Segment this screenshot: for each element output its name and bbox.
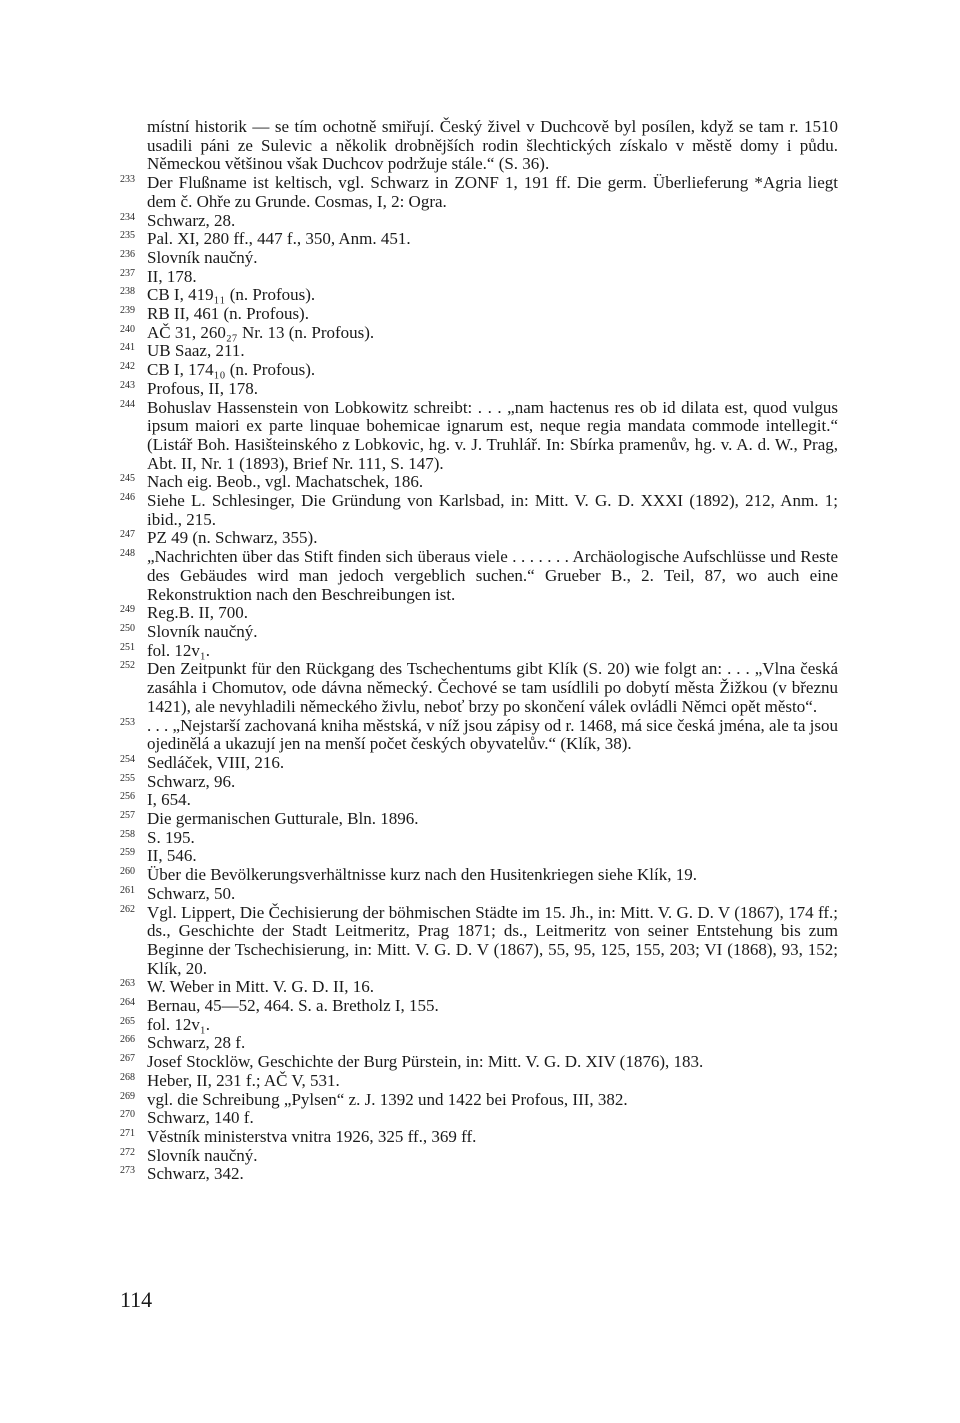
footnotes-section bbox=[120, 118, 838, 1184]
footnote bbox=[120, 1147, 838, 1166]
footnote bbox=[120, 1091, 838, 1110]
footnote-number: 265 bbox=[120, 1015, 135, 1027]
footnote bbox=[120, 810, 838, 829]
footnote-text: Slovník naučný. bbox=[147, 621, 258, 641]
footnote-text: CB I, 174₁₀ (n. Profous). bbox=[147, 360, 316, 380]
continued-footnote-text: místní historik — se tím ochotně smiřují. Český živel v Duchcově byl posílen, když se tam r. 1510 usadili páni ze Sulevic a několik drobnějších rodin šlechtických získalo v městě domy i půdu. Německou většinou však Duchcov podržuje stále.“ (S. 36). bbox=[147, 117, 838, 174]
footnote-number: 241 bbox=[120, 342, 135, 354]
footnote-text: Den Zeitpunkt für den Rückgang des Tschechentums gibt Klík (S. 20) wie folgt an: . . . „Vlna česká zasáhla i Chomutov, ode dávna německý. Čechové se tam usídlili po dobytí města Žižkou (v březnu 1421), ale nevyhladili německého živlu, neboť brzy po skončení válek ovládli Němci opět město“. bbox=[147, 659, 838, 716]
footnote-number: 236 bbox=[120, 248, 135, 260]
footnote bbox=[120, 1072, 838, 1091]
footnote-number: 255 bbox=[120, 772, 135, 784]
footnote-number: 249 bbox=[120, 604, 135, 616]
footnote-number: 238 bbox=[120, 286, 135, 298]
footnote-text: Pal. XI, 280 ff., 447 f., 350, Anm. 451. bbox=[147, 229, 411, 249]
footnote bbox=[120, 342, 838, 361]
footnote bbox=[120, 268, 838, 287]
footnote-number: 258 bbox=[120, 828, 135, 840]
footnote bbox=[120, 1034, 838, 1053]
footnote-text: II, 178. bbox=[147, 266, 197, 286]
footnote-text: Schwarz, 342. bbox=[147, 1164, 244, 1184]
footnote-number: 270 bbox=[120, 1109, 135, 1121]
footnote bbox=[120, 1109, 838, 1128]
footnote-text: Schwarz, 96. bbox=[147, 771, 236, 791]
footnote bbox=[120, 847, 838, 866]
footnote-number: 268 bbox=[120, 1071, 135, 1083]
footnote-number: 273 bbox=[120, 1165, 135, 1177]
footnote-number: 266 bbox=[120, 1034, 135, 1046]
footnote bbox=[120, 904, 838, 979]
footnote bbox=[120, 399, 838, 474]
footnote-text: Schwarz, 28. bbox=[147, 210, 236, 230]
footnote-number: 262 bbox=[120, 903, 135, 915]
footnote-number: 259 bbox=[120, 847, 135, 859]
footnote bbox=[120, 230, 838, 249]
footnote-text: Bohuslav Hassenstein von Lobkowitz schreibt: . . . „nam hactenus res ob id dilata est, quod vulgus ipsum maiori ex parte linquae bohemicae ignarum est, neque regia mandata commode intellegit.“ (Listář Boh. Hasišteinského z Lobkovic, hg. v. J. Truhlář. In: Sbírka pramenův, hg. v. A. d. W., Prag, Abt. II, Nr. 1 (1893), Brief Nr. 111, S. 147). bbox=[147, 397, 838, 473]
footnote-text: Siehe L. Schlesinger, Die Gründung von Karlsbad, in: Mitt. V. G. D. XXXI (1892), 212, Anm. 1; ibid., 215. bbox=[147, 491, 838, 529]
footnote bbox=[120, 773, 838, 792]
footnote-text: CB I, 419₁₁ (n. Profous). bbox=[147, 285, 316, 305]
footnote-text: fol. 12v₁. bbox=[147, 640, 211, 660]
footnote-number: 243 bbox=[120, 379, 135, 391]
footnote-number: 261 bbox=[120, 884, 135, 896]
footnote-number: 242 bbox=[120, 361, 135, 373]
footnote bbox=[120, 623, 838, 642]
footnote bbox=[120, 380, 838, 399]
footnote-text: Bernau, 45—52, 464. S. a. Bretholz I, 155. bbox=[147, 996, 439, 1016]
footnote bbox=[120, 829, 838, 848]
footnote-number: 237 bbox=[120, 267, 135, 279]
footnote bbox=[120, 791, 838, 810]
footnote-text: vgl. die Schreibung „Pylsen“ z. J. 1392 und 1422 bei Profous, III, 382. bbox=[147, 1089, 628, 1109]
footnote-number: 253 bbox=[120, 716, 135, 728]
footnote-text: PZ 49 (n. Schwarz, 355). bbox=[147, 528, 318, 548]
footnote-number: 247 bbox=[120, 529, 135, 541]
footnote-text: Josef Stocklöw, Geschichte der Burg Pürstein, in: Mitt. V. G. D. XIV (1876), 183. bbox=[147, 1052, 704, 1072]
footnote-number: 263 bbox=[120, 978, 135, 990]
footnote-text: . . . „Nejstarší zachovaná kniha městská, v níž jsou zápisy od r. 1468, má sice česká jména, ale ta jsou ojedinělá a ukazují jen na menší počet českých obyvatelův.“ (Klík, 38). bbox=[147, 715, 838, 754]
footnote bbox=[120, 978, 838, 997]
footnote-number: 252 bbox=[120, 660, 135, 672]
footnote bbox=[120, 361, 838, 380]
footnote-number: 267 bbox=[120, 1053, 135, 1065]
footnote-text: Die germanischen Gutturale, Bln. 1896. bbox=[147, 809, 419, 829]
footnote-text: Heber, II, 231 f.; AČ V, 531. bbox=[147, 1070, 340, 1090]
footnote bbox=[120, 1128, 838, 1147]
footnote-text: UB Saaz, 211. bbox=[147, 341, 245, 361]
footnote-text: RB II, 461 (n. Profous). bbox=[147, 304, 309, 324]
footnote-text: Sedláček, VIII, 216. bbox=[147, 752, 285, 772]
footnote-text: Vgl. Lippert, Die Čechisierung der böhmischen Städte im 15. Jh., in: Mitt. V. G. D. V (1867), 174 ff.; ds., Geschichte der Stadt Leitmeritz, Prag 1871; ds., Leitmeritz von seiner Entstehung bis zum Beginne der Tschechisierung, in: Mitt. V. G. D. V (1867), 55, 95, 125, 155, 203; VI (1868), 93, 152; Klík, 20. bbox=[147, 902, 838, 978]
footnote bbox=[120, 174, 838, 211]
footnote bbox=[120, 754, 838, 773]
footnote-text: Über die Bevölkerungsverhältnisse kurz nach den Husitenkriegen siehe Klík, 19. bbox=[147, 865, 697, 885]
footnote-text: fol. 12v₁. bbox=[147, 1014, 211, 1034]
footnote-text: Der Flußname ist keltisch, vgl. Schwarz in ZONF 1, 191 ff. Die germ. Überlieferung *Agria liegt dem č. Ohře zu Grunde. Cosmas, I, 2: Ogra. bbox=[147, 173, 838, 211]
footnote-text: I, 654. bbox=[147, 790, 191, 810]
footnote-text: Reg.B. II, 700. bbox=[147, 603, 249, 623]
footnote-number: 257 bbox=[120, 810, 135, 822]
footnote-number: 272 bbox=[120, 1146, 135, 1158]
footnote-number: 269 bbox=[120, 1090, 135, 1102]
footnote-number: 240 bbox=[120, 323, 135, 335]
footnote-number: 251 bbox=[120, 641, 135, 653]
footnote bbox=[120, 717, 838, 754]
footnote-number: 239 bbox=[120, 305, 135, 317]
footnote bbox=[120, 1053, 838, 1072]
footnote-text: Slovník naučný. bbox=[147, 1145, 258, 1165]
footnote bbox=[120, 548, 838, 604]
footnote-text: Profous, II, 178. bbox=[147, 378, 258, 398]
footnote-number: 244 bbox=[120, 398, 135, 410]
footnote-number: 235 bbox=[120, 230, 135, 242]
footnote-text: Schwarz, 140 f. bbox=[147, 1108, 254, 1128]
footnote-text: II, 546. bbox=[147, 846, 197, 866]
footnote bbox=[120, 660, 838, 716]
footnote-text: „Nachrichten über das Stift finden sich überaus viele . . . . . . . Archäologische Aufschlüsse und Reste des Gebäudes wird man jedoch vergeblich suchen.“ Grueber B., 2. Teil, 87, wo auch eine Rekonstruktion nach den Beschreibungen ist. bbox=[147, 547, 838, 604]
footnote-number: 250 bbox=[120, 622, 135, 634]
footnote-number: 246 bbox=[120, 492, 135, 504]
footnote-number: 254 bbox=[120, 753, 135, 765]
footnote bbox=[120, 642, 838, 661]
footnote-number: 271 bbox=[120, 1127, 135, 1139]
footnote-text: S. 195. bbox=[147, 827, 195, 847]
footnote bbox=[120, 1165, 838, 1184]
footnote bbox=[120, 212, 838, 231]
footnote-text: Schwarz, 50. bbox=[147, 883, 236, 903]
footnote bbox=[120, 286, 838, 305]
footnote-text: Nach eig. Beob., vgl. Machatschek, 186. bbox=[147, 472, 424, 492]
footnote bbox=[120, 249, 838, 268]
footnote-text: W. Weber in Mitt. V. G. D. II, 16. bbox=[147, 977, 375, 997]
footnote bbox=[120, 866, 838, 885]
footnote-text: Schwarz, 28 f. bbox=[147, 1033, 246, 1053]
footnote bbox=[120, 1016, 838, 1035]
footnote bbox=[120, 305, 838, 324]
page-number: 114 bbox=[120, 1287, 153, 1312]
footnote-text: AČ 31, 260₂₇ Nr. 13 (n. Profous). bbox=[147, 322, 375, 342]
footnote-number: 245 bbox=[120, 473, 135, 485]
footnote bbox=[120, 492, 838, 529]
footnote-number: 248 bbox=[120, 548, 135, 560]
footnote-number: 260 bbox=[120, 866, 135, 878]
footnote bbox=[120, 529, 838, 548]
footnote bbox=[120, 604, 838, 623]
footnote bbox=[120, 885, 838, 904]
footnote-text: Věstník ministerstva vnitra 1926, 325 ff., 369 ff. bbox=[147, 1126, 477, 1146]
footnote-number: 233 bbox=[120, 174, 135, 186]
footnote-number: 264 bbox=[120, 997, 135, 1009]
footnote-text: Slovník naučný. bbox=[147, 247, 258, 267]
footnote bbox=[120, 997, 838, 1016]
footnote-list bbox=[120, 174, 838, 1184]
footnote bbox=[120, 324, 838, 343]
footnote bbox=[120, 473, 838, 492]
footnote-number: 256 bbox=[120, 791, 135, 803]
footnote-number: 234 bbox=[120, 211, 135, 223]
